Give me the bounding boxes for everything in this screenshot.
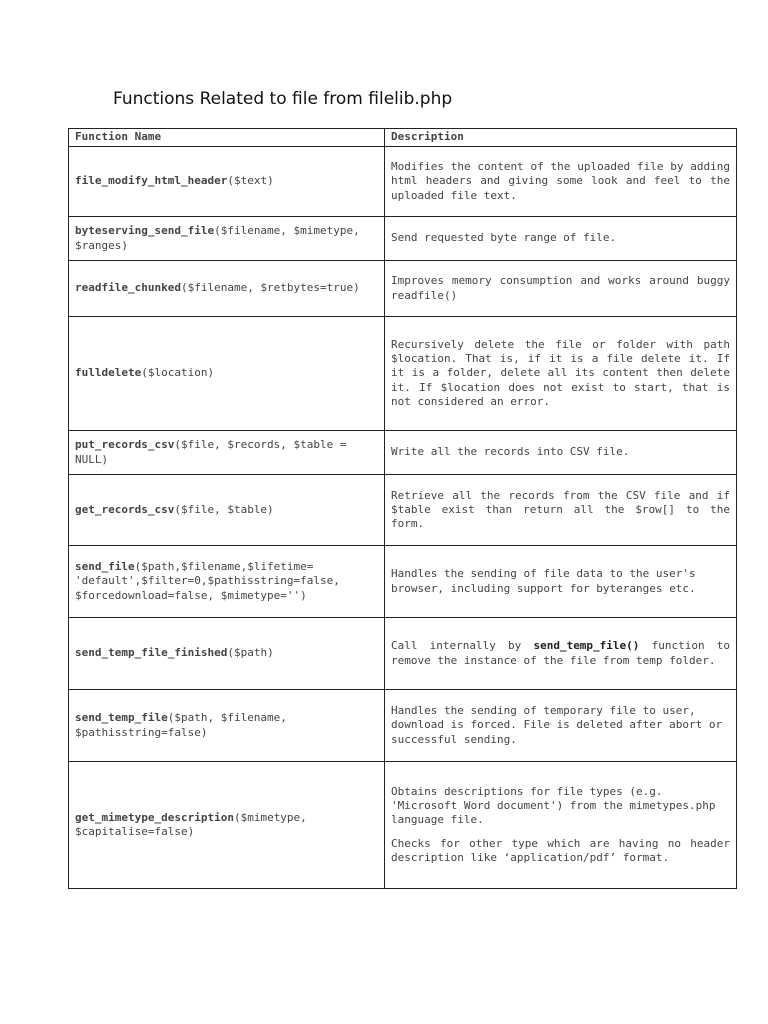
description-cell: Retrieve all the records from the CSV file and if $table exist than return all the $row[] to the form. bbox=[385, 475, 737, 546]
function-name-cell bbox=[69, 762, 385, 889]
function-name: put_records_csv bbox=[75, 438, 175, 452]
function-name: fulldelete bbox=[75, 366, 142, 380]
function-name-cell bbox=[69, 546, 385, 618]
table-header-row bbox=[69, 129, 737, 147]
description-text: function to remove the instance of the file from temp folder. bbox=[391, 639, 730, 667]
function-reference: send_temp_file() bbox=[533, 639, 640, 653]
table-row bbox=[69, 431, 737, 475]
function-params: ($file, $table) bbox=[174, 502, 274, 516]
functions-table bbox=[68, 128, 737, 889]
function-params: ($path) bbox=[227, 646, 274, 660]
column-header-description: Description bbox=[385, 129, 737, 147]
function-params: ($filename, $retbytes=true) bbox=[180, 281, 360, 295]
description-cell: Write all the records into CSV file. bbox=[385, 431, 737, 475]
function-name-cell bbox=[69, 217, 385, 261]
table-row bbox=[69, 690, 737, 762]
table-row bbox=[69, 261, 737, 317]
table-row bbox=[69, 475, 737, 546]
function-name-cell bbox=[69, 690, 385, 762]
function-params: ($mimetype, $capitalise=false) bbox=[75, 810, 307, 838]
column-header-function-name: Function Name bbox=[69, 129, 385, 147]
function-name-cell bbox=[69, 261, 385, 317]
function-name: send_file bbox=[75, 560, 135, 574]
description-cell: Handles the sending of temporary file to user, download is forced. File is deleted after abort or successful sending. bbox=[385, 690, 737, 762]
description-cell: Send requested byte range of file. bbox=[385, 217, 737, 261]
function-name: send_temp_file bbox=[75, 711, 168, 725]
function-params: ($location) bbox=[141, 366, 215, 380]
description-cell: Modifies the content of the uploaded file by adding html headers and giving some look and feel to the uploaded file text. bbox=[385, 147, 737, 217]
description-cell bbox=[385, 618, 737, 690]
table-row bbox=[69, 147, 737, 217]
description-text: Call internally by bbox=[391, 639, 534, 653]
function-name-cell bbox=[69, 618, 385, 690]
function-params: ($filename, $mimetype, $ranges) bbox=[75, 224, 360, 252]
function-name-cell bbox=[69, 431, 385, 475]
description-cell: Recursively delete the file or folder with path $location. That is, if it is a file delete it. If it is a folder, delete all its content then delete it. If $location does not exist to start, that is not considered an error. bbox=[385, 317, 737, 431]
function-params: ($path, $filename, $pathisstring=false) bbox=[75, 711, 287, 739]
description-cell bbox=[385, 762, 737, 889]
description-text: Obtains descriptions for file types (e.g. 'Microsoft Word document') from the mimetypes.php language file. bbox=[391, 784, 716, 827]
function-name: byteserving_send_file bbox=[75, 224, 215, 238]
function-name: get_mimetype_description bbox=[75, 810, 234, 824]
table-row bbox=[69, 546, 737, 618]
function-name-cell bbox=[69, 475, 385, 546]
description-text-2: Checks for other type which are having no header description like ‘application/pdf’ format. bbox=[391, 836, 730, 864]
table-row bbox=[69, 762, 737, 889]
function-name: get_records_csv bbox=[75, 502, 175, 516]
function-name: send_temp_file_finished bbox=[75, 646, 228, 660]
table-row bbox=[69, 217, 737, 261]
function-name-cell bbox=[69, 317, 385, 431]
function-name: file_modify_html_header bbox=[75, 174, 228, 188]
description-cell: Improves memory consumption and works around buggy readfile() bbox=[385, 261, 737, 317]
table-row bbox=[69, 317, 737, 431]
function-params: ($text) bbox=[227, 174, 274, 188]
page-title: Functions Related to file from filelib.php bbox=[113, 89, 453, 109]
function-params: ($path,$filename,$lifetime= 'default',$filter=0,$pathisstring=false, $forcedownload=false, $mimetype='') bbox=[75, 560, 340, 602]
function-name: readfile_chunked bbox=[75, 281, 181, 295]
table-row bbox=[69, 618, 737, 690]
function-name-cell bbox=[69, 147, 385, 217]
description-cell: Handles the sending of file data to the user's browser, including support for byteranges etc. bbox=[385, 546, 737, 618]
function-params: ($file, $records, $table = NULL) bbox=[75, 438, 347, 466]
